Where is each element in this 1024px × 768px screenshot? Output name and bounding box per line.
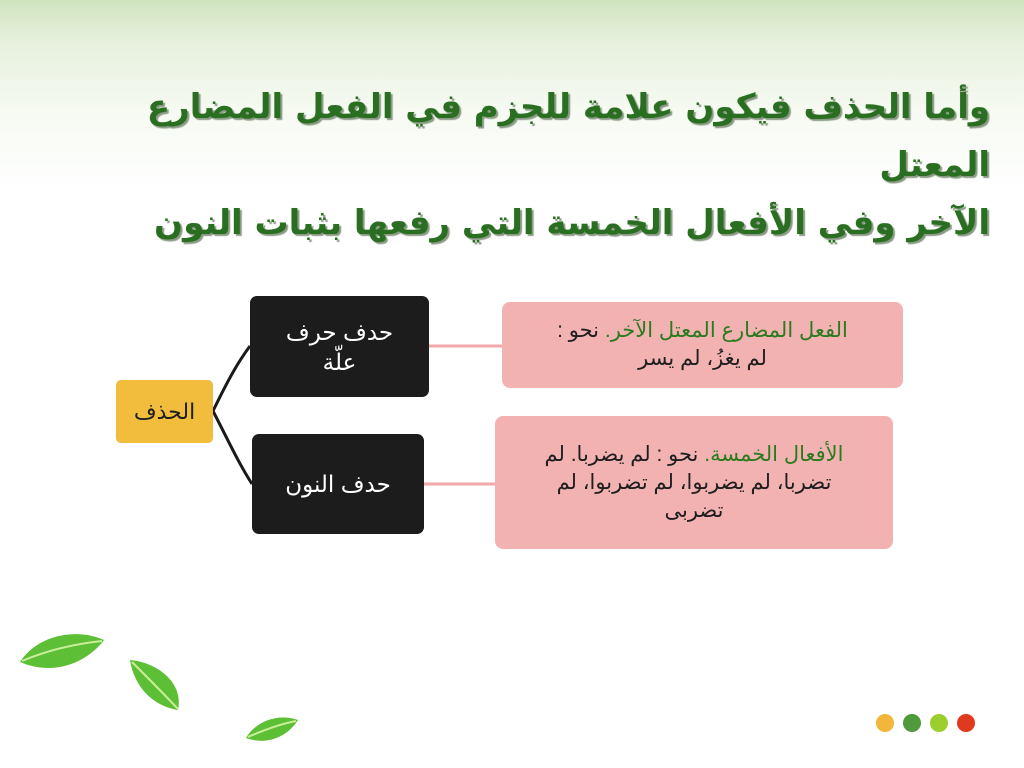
connector-root-to-branch-1 — [213, 346, 250, 411]
dot-icon — [957, 714, 975, 732]
branch-node-1-label-line-1: حدف حرف — [285, 318, 394, 345]
root-node — [116, 380, 213, 443]
root-node-label: الحذف — [133, 398, 196, 424]
example-box-1-highlight: الفعل المضارع المعتل الآخر. — [604, 319, 848, 342]
dot-icon — [876, 714, 894, 732]
dot-icon — [903, 714, 921, 732]
leaf-icon — [18, 628, 108, 678]
connector-root-to-branch-2 — [213, 411, 252, 484]
example-box-2-line-3: تضربى — [664, 498, 724, 522]
example-box-1-line-1 — [557, 317, 848, 345]
slide-title-line-2: الآخر وفي الأفعال الخمسة التي رفعها بثبات النون — [154, 203, 990, 243]
example-box-2 — [495, 416, 893, 549]
leaf-icon — [244, 712, 300, 746]
example-box-2-highlight: الأفعال الخمسة. — [704, 442, 844, 466]
example-box-1 — [502, 302, 903, 388]
example-box-1-line-1-rest: نحو : — [557, 319, 605, 342]
slide-title-line-1: وأما الحذف فيكون علامة للجزم في الفعل المضارع المعتل — [146, 87, 990, 185]
example-box-2-line-2: تضربا، لم يضربوا، لم تضربوا، لم — [556, 470, 832, 494]
leaf-icon — [126, 656, 186, 716]
example-box-2-line-1 — [545, 441, 844, 469]
branch-node-1 — [250, 296, 429, 397]
decorative-dots — [876, 714, 976, 736]
branch-node-2 — [252, 434, 424, 534]
example-box-2-line-1-rest: نحو : لم يضربا. لم — [544, 442, 705, 466]
example-box-1-line-2: لم يغزُ، لم يسر — [638, 347, 767, 370]
branch-node-2-label: حدف النون — [285, 471, 391, 497]
branch-node-1-label-line-2: علّة — [322, 348, 357, 375]
dot-icon — [930, 714, 948, 732]
